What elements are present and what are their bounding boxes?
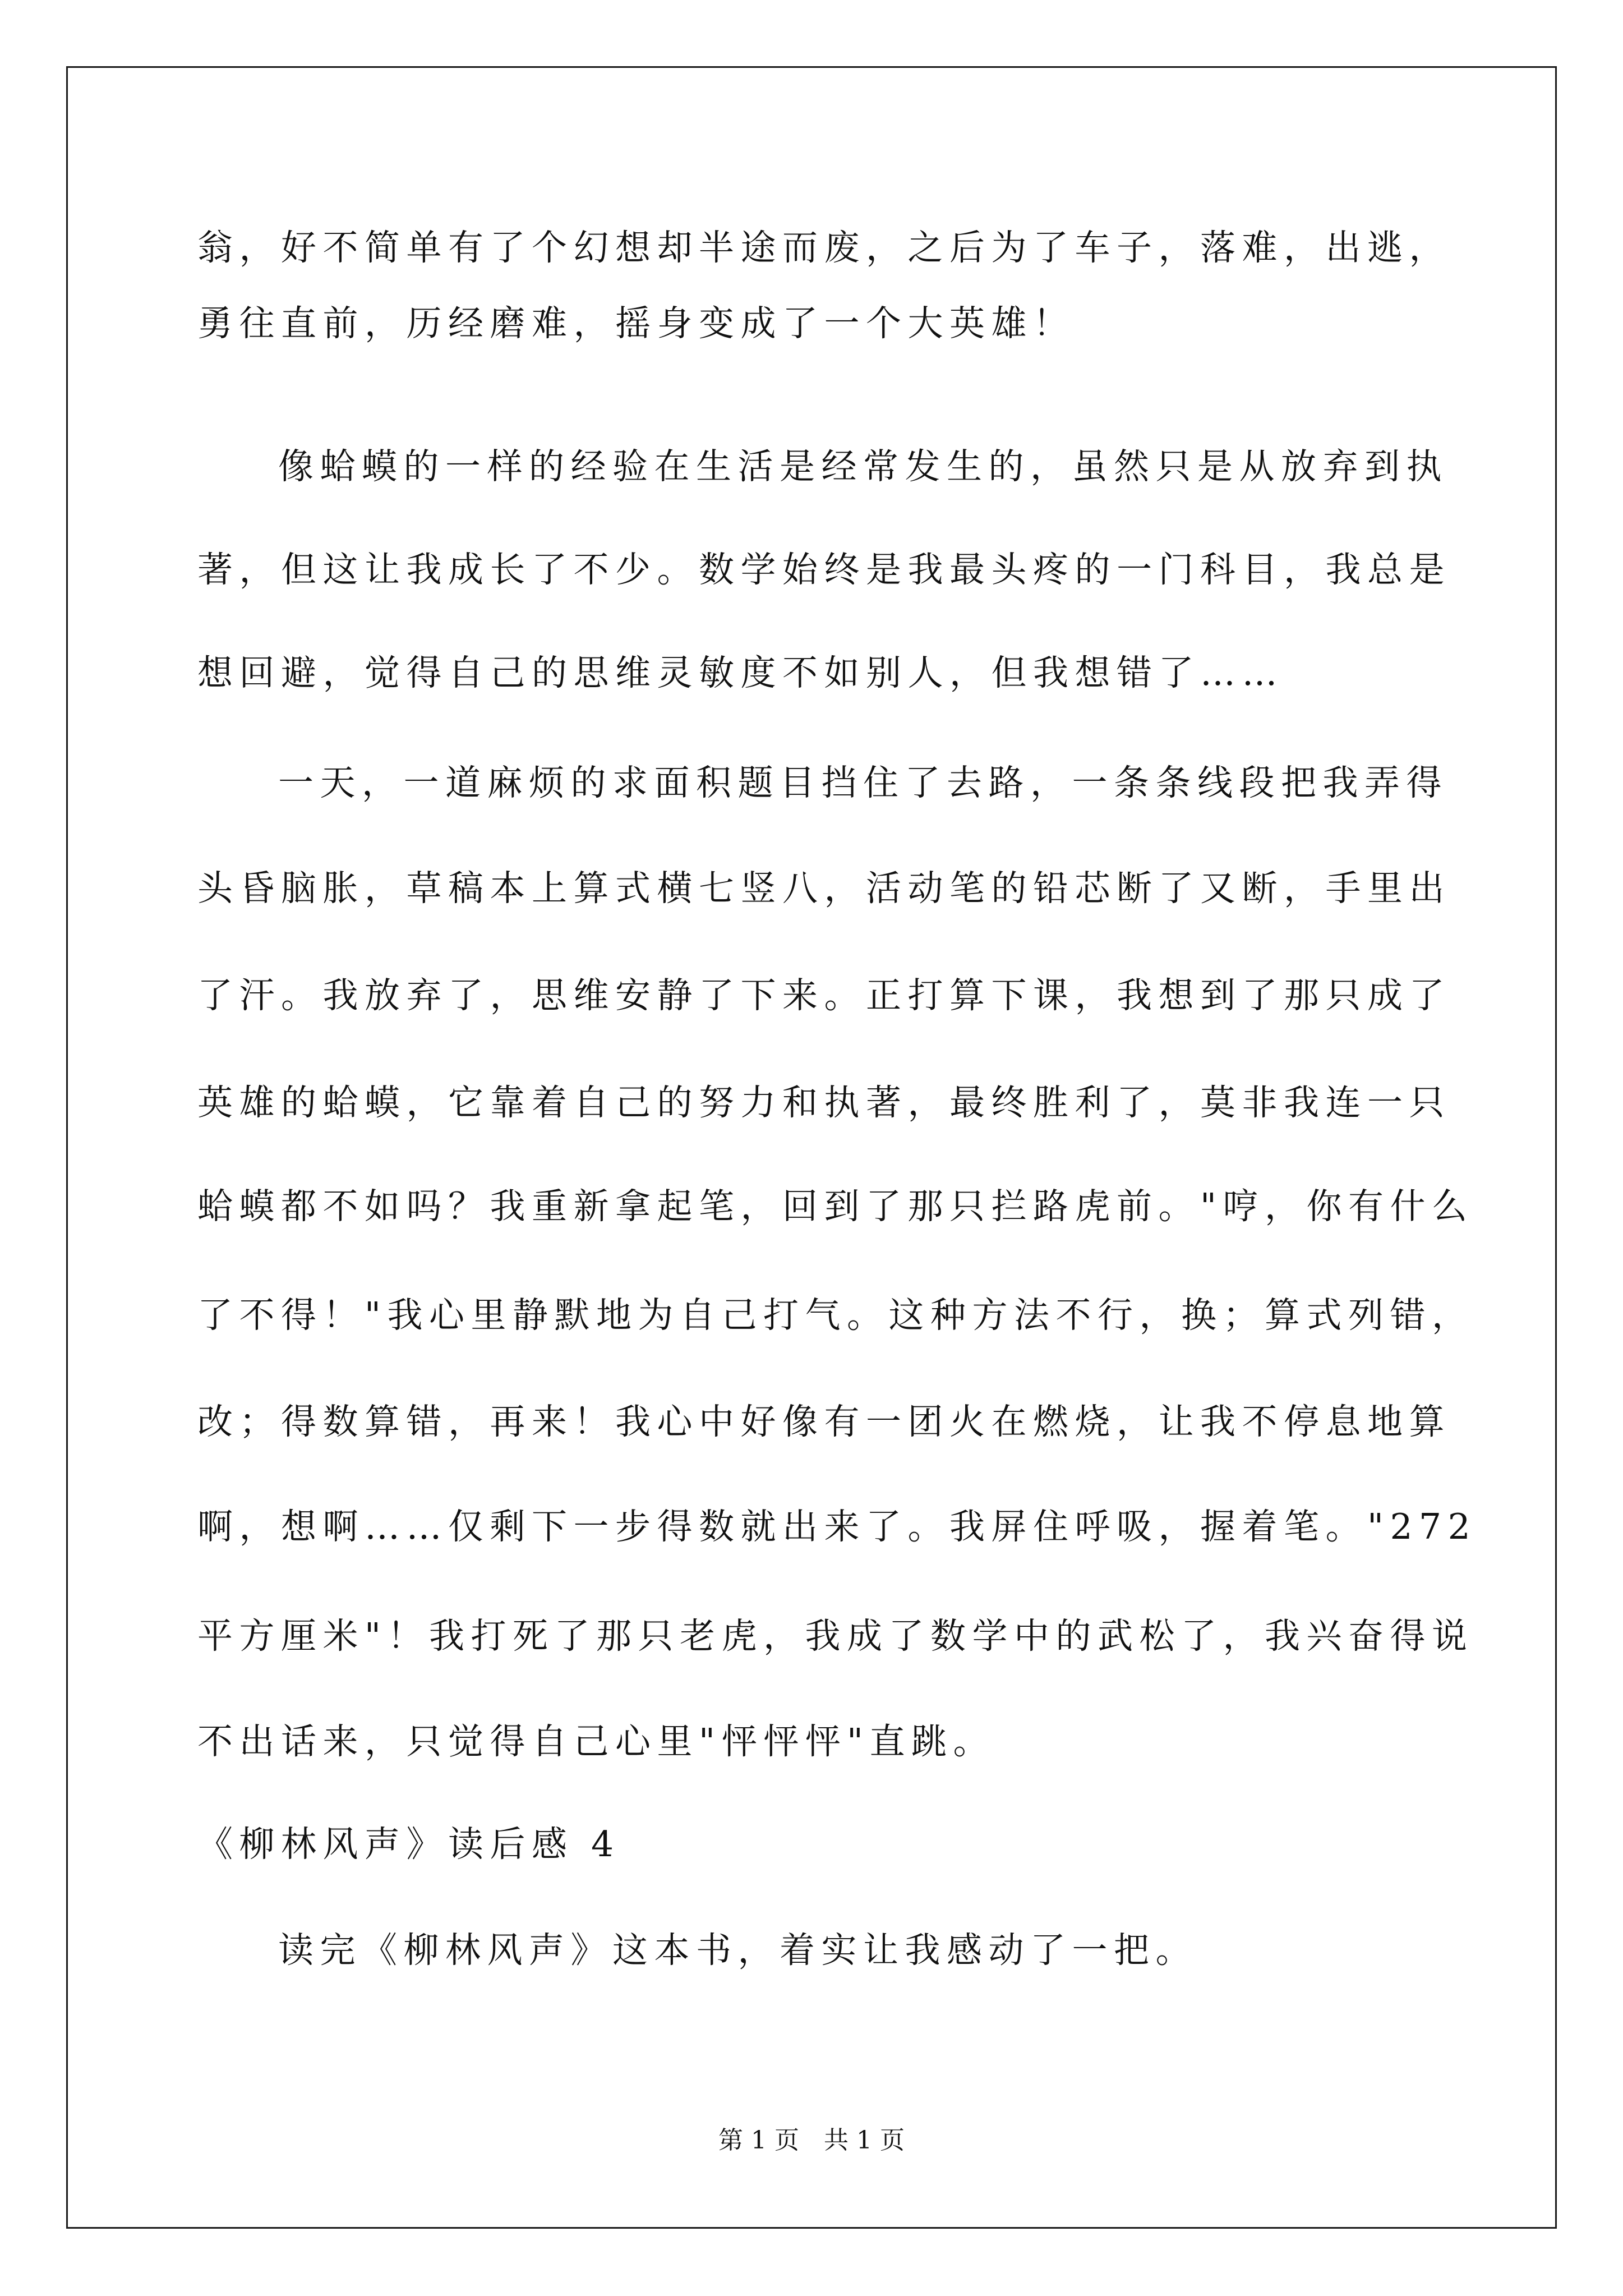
text-line: 啊，想啊……仅剩下一步得数就出来了。我屏住呼吸，握着笔。"272 <box>197 1506 1477 1547</box>
text-line: 想回避，觉得自己的思维灵敏度不如别人，但我想错了…… <box>197 652 1284 693</box>
text-line: 了汗。我放弃了，思维安静了下来。正打算下课，我想到了那只成了 <box>197 975 1451 1016</box>
page-footer <box>0 2125 1623 2156</box>
paragraph-first-line: 像蛤蟆的一样的经验在生活是经常发生的，虽然只是从放弃到执 <box>278 446 1448 487</box>
section-heading: 《柳林风声》读后感 4 <box>197 1824 620 1865</box>
text-line: 不出话来，只觉得自己心里"怦怦怦"直跳。 <box>197 1721 995 1762</box>
text-line: 头昏脑胀，草稿本上算式横七竖八，活动笔的铅芯断了又断，手里出 <box>197 868 1451 909</box>
text-line: 英雄的蛤蟆，它靠着自己的努力和执著，最终胜利了，莫非我连一只 <box>197 1082 1451 1123</box>
page-border <box>66 66 1557 2229</box>
page-number: 第 1 页 <box>718 2126 799 2155</box>
text-line: 翁，好不简单有了个幻想却半途而废，之后为了车子，落难，出逃， <box>197 227 1451 268</box>
paragraph-first-line: 一天，一道麻烦的求面积题目挡住了去路，一条条线段把我弄得 <box>278 762 1448 803</box>
paragraph-first-line: 读完《柳林风声》这本书，着实让我感动了一把。 <box>278 1930 1197 1971</box>
text-line: 著，但这让我成长了不少。数学始终是我最头疼的一门科目，我总是 <box>197 549 1451 590</box>
text-line: 蛤蟆都不如吗？我重新拿起笔，回到了那只拦路虎前。"哼，你有什么 <box>197 1186 1474 1227</box>
text-line: 平方厘米"！我打死了那只老虎，我成了数学中的武松了，我兴奋得说 <box>197 1616 1474 1657</box>
text-line: 改；得数算错，再来！我心中好像有一团火在燃烧，让我不停息地算 <box>197 1401 1451 1442</box>
page-total: 共 1 页 <box>824 2126 905 2155</box>
text-line: 勇往直前，历经磨难，摇身变成了一个大英雄！ <box>197 303 1075 344</box>
text-line: 了不得！"我心里静默地为自己打气。这种方法不行，换；算式列错， <box>197 1295 1474 1336</box>
